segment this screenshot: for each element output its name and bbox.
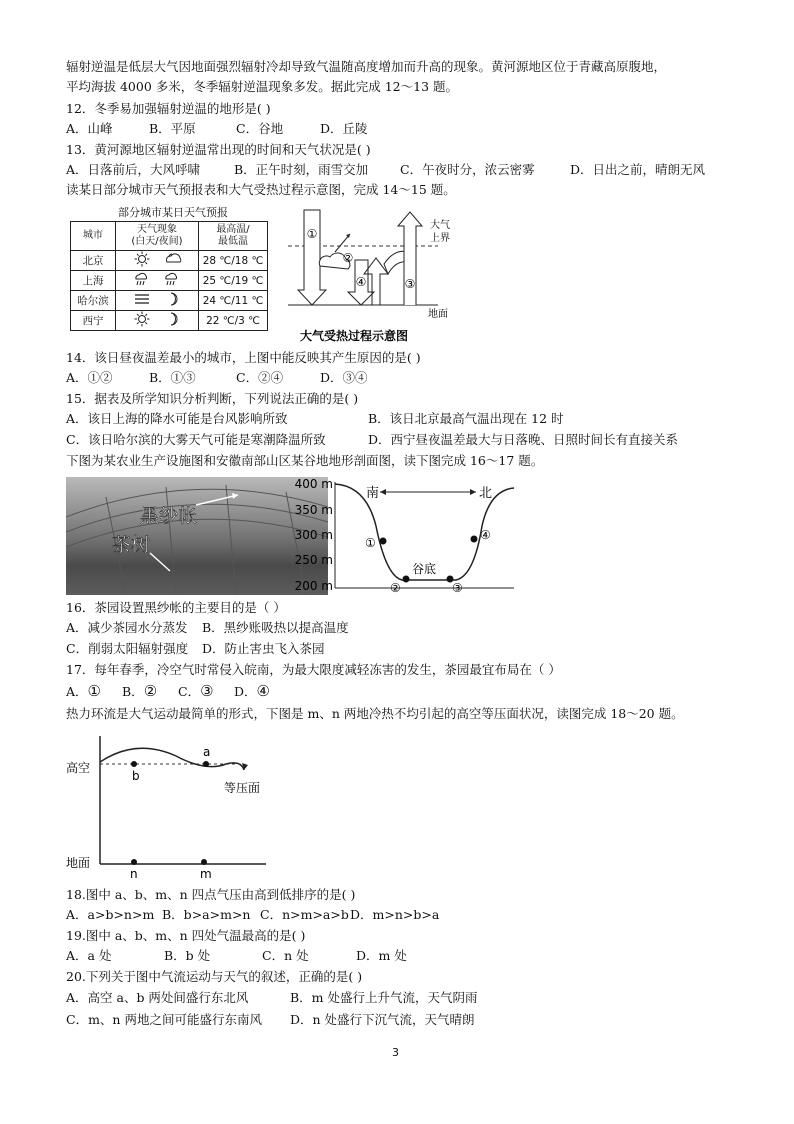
q12-option-b: B．平原 [149, 121, 196, 136]
table-row [71, 291, 268, 311]
point-a: a [203, 745, 211, 759]
point-2: ② [390, 581, 401, 595]
q15-option-b: B．该日北京最高气温出现在 12 时 [368, 411, 564, 426]
q16-option-c: C．削弱太阳辐射强度 [66, 641, 189, 656]
q16-option-d: D．防止害虫飞入茶园 [202, 641, 325, 656]
net-label: 黑纱帐 [140, 505, 198, 527]
page-number: 3 [392, 1046, 399, 1059]
q15-option-c: C．该日哈尔滨的大雾天气可能是寒潮降温所致 [66, 432, 326, 447]
q20-option-a: A．高空 a、b 两处间盛行东北风 [66, 990, 249, 1005]
high-label: 高空 [66, 761, 91, 775]
q13-stem: 13．黄河源地区辐射逆温常出现的时间和天气状况是( ) [66, 142, 371, 157]
q18-stem: 18.图中 a、b、m、n 四点气压由高到低排序的是( ) [66, 887, 356, 902]
q12-stem: 12．冬季易加强辐射逆温的地形是( ) [66, 101, 271, 116]
point-3: ③ [452, 581, 463, 595]
q17-stem: 17．每年春季，冷空气时常侵入皖南，为最大限度减轻冻害的发生，茶园最宜布局在（ ） [66, 662, 561, 677]
q14-option-a: A．①② [66, 370, 113, 385]
point-n: n [130, 867, 138, 878]
valley-profile [284, 476, 520, 598]
top-label-2: 上界 [430, 233, 450, 244]
q20-stem: 20.下列关于图中气流运动与天气的叙述，正确的是( ) [66, 969, 363, 984]
city-cell: 上海 [71, 271, 116, 291]
city-cell: 北京 [71, 251, 116, 271]
point-m: m [200, 867, 212, 878]
tick-200: 200 m [294, 579, 333, 593]
sun-icon [135, 312, 150, 327]
q14-stem: 14．该日昼夜温差最小的城市，上图中能反映其产生原因的是( ) [66, 350, 421, 365]
q18-option-a: A．a>b>n>m [66, 907, 155, 922]
q13-option-c: C．午夜时分，浓云密雾 [400, 162, 535, 177]
q19-option-c: C．n 处 [262, 948, 309, 963]
diagram-caption: 大气受热过程示意图 [300, 329, 409, 343]
city-cell: 西宁 [71, 311, 116, 331]
q12-option-c: C．谷地 [236, 121, 284, 136]
tick-300: 300 m [294, 528, 333, 542]
q19-option-d: D．m 处 [356, 948, 407, 963]
q14-option-b: B．①③ [149, 370, 196, 385]
weather-table-title: 部分城市某日天气预报 [118, 206, 228, 219]
ground-label: 地面 [66, 856, 91, 870]
q12-option-d: D．丘陵 [320, 121, 368, 136]
sun-icon [135, 252, 150, 267]
q13-option-d: D．日出之前，晴朗无风 [570, 162, 706, 177]
q20-option-c: C．m、n 两地之间可能盛行东南风 [66, 1012, 262, 1027]
q20-option-d: D．n 处盛行下沉气流，天气晴朗 [290, 1012, 475, 1027]
intro-line-2: 平均海拔 4000 多米，冬季辐射逆温现象多发。据此完成 12～13 题。 [66, 79, 459, 94]
header-temp: 最高温/ 最低温 [199, 222, 268, 251]
partly-cloudy-icon [166, 254, 180, 262]
ground-label: 地面 [428, 309, 448, 320]
table-row [71, 271, 268, 291]
q15-stem: 15．据表及所学知识分析判断，下列说法正确的是( ) [66, 391, 359, 406]
moon-icon [171, 313, 177, 325]
temp-cell: 24 ℃/11 ℃ [199, 291, 268, 311]
q18-option-d: D．m>n>b>a [350, 907, 440, 922]
intro-line-1: 辐射逆温是低层大气因地面强烈辐射冷却导致气温随高度增加而升高的现象。黄河源地区位于青藏高原腹地， [66, 59, 667, 74]
temp-cell: 28 ℃/18 ℃ [199, 251, 268, 271]
q17-option-c: C．③ [178, 682, 214, 700]
table-row [71, 311, 268, 331]
intro-2: 读某日部分城市天气预报表和大气受热过程示意图，完成 14～15 题。 [66, 182, 456, 197]
intro-3: 下图为某农业生产设施图和安徽南部山区某谷地地形剖面图，读下图完成 16～17 题。 [66, 453, 544, 468]
point-4: ④ [480, 528, 491, 542]
intro-4: 热力环流是大气运动最简单的形式，下图是 m、n 两地冷热不均引起的高空等压面状况，读图完成 18～20 题。 [66, 706, 684, 721]
temp-cell: 25 ℃/19 ℃ [199, 271, 268, 291]
point-b: b [132, 769, 140, 783]
q17-option-d: D．④ [234, 682, 270, 700]
table-row [71, 251, 268, 271]
q15-option-a: A．该日上海的降水可能是台风影响所致 [66, 411, 288, 426]
q19-stem: 19.图中 a、b、m、n 四处气温最高的是( ) [66, 928, 306, 943]
weather-table-header [71, 222, 268, 251]
q16-stem: 16．茶园设置黑纱帐的主要目的是（ ） [66, 600, 286, 615]
label-1: ① [306, 227, 318, 241]
weather-table [70, 221, 268, 331]
top-label-1: 大气 [430, 220, 450, 231]
north-label: 北 [479, 486, 493, 501]
south-label: 南 [366, 486, 380, 501]
moon-icon [171, 293, 177, 305]
pressure-surface-diagram [66, 728, 316, 878]
isobar-line [100, 748, 244, 770]
q13-option-b: B．正午时刻，雨雪交加 [234, 162, 369, 177]
q12-option-a: A．山峰 [66, 121, 113, 136]
q18-option-c: C．n>m>a>b [260, 907, 349, 922]
weather-cell [116, 291, 199, 311]
valley-label: 谷底 [412, 562, 437, 576]
weather-cell [116, 251, 199, 271]
label-3: ③ [404, 277, 416, 291]
q17-option-b: B．② [122, 682, 158, 700]
q19-option-a: A．a 处 [66, 948, 112, 963]
q16-option-a: A．减少茶园水分蒸发 [66, 620, 188, 635]
fog-icon [135, 295, 149, 303]
q19-option-b: B．b 处 [164, 948, 211, 963]
q13-option-a: A．日落前后，大风呼啸 [66, 162, 201, 177]
city-cell: 哈尔滨 [71, 291, 116, 311]
tea-label: 茶树 [112, 534, 151, 556]
temp-cell: 22 ℃/3 ℃ [199, 311, 268, 331]
q15-option-d: D．西宁昼夜温差最大与日落晚、日照时间长有直接关系 [368, 432, 679, 447]
point-1: ① [365, 536, 376, 550]
rain-icon [136, 273, 147, 285]
label-4: ④ [355, 275, 367, 289]
q20-option-b: B．m 处盛行上升气流，天气阴雨 [290, 990, 478, 1005]
weather-cell [116, 271, 199, 291]
q16-option-b: B．黑纱账吸热以提高温度 [202, 620, 349, 635]
q18-option-b: B．b>a>m>n [162, 907, 251, 922]
atmosphere-heating-diagram [280, 204, 460, 350]
tick-400: 400 m [294, 477, 333, 491]
rain-icon [166, 273, 177, 285]
isobar-label: 等压面 [224, 781, 261, 795]
tick-350: 350 m [294, 503, 333, 517]
q14-option-c: C．②④ [236, 370, 284, 385]
weather-cell [116, 311, 199, 331]
tick-250: 250 m [294, 553, 333, 567]
header-city: 城市 [71, 222, 116, 251]
q17-option-a: A．① [66, 682, 101, 700]
label-2: ② [342, 251, 354, 265]
header-weather: 天气现象 (白天/夜间) [116, 222, 199, 251]
q14-option-d: D．③④ [320, 370, 368, 385]
